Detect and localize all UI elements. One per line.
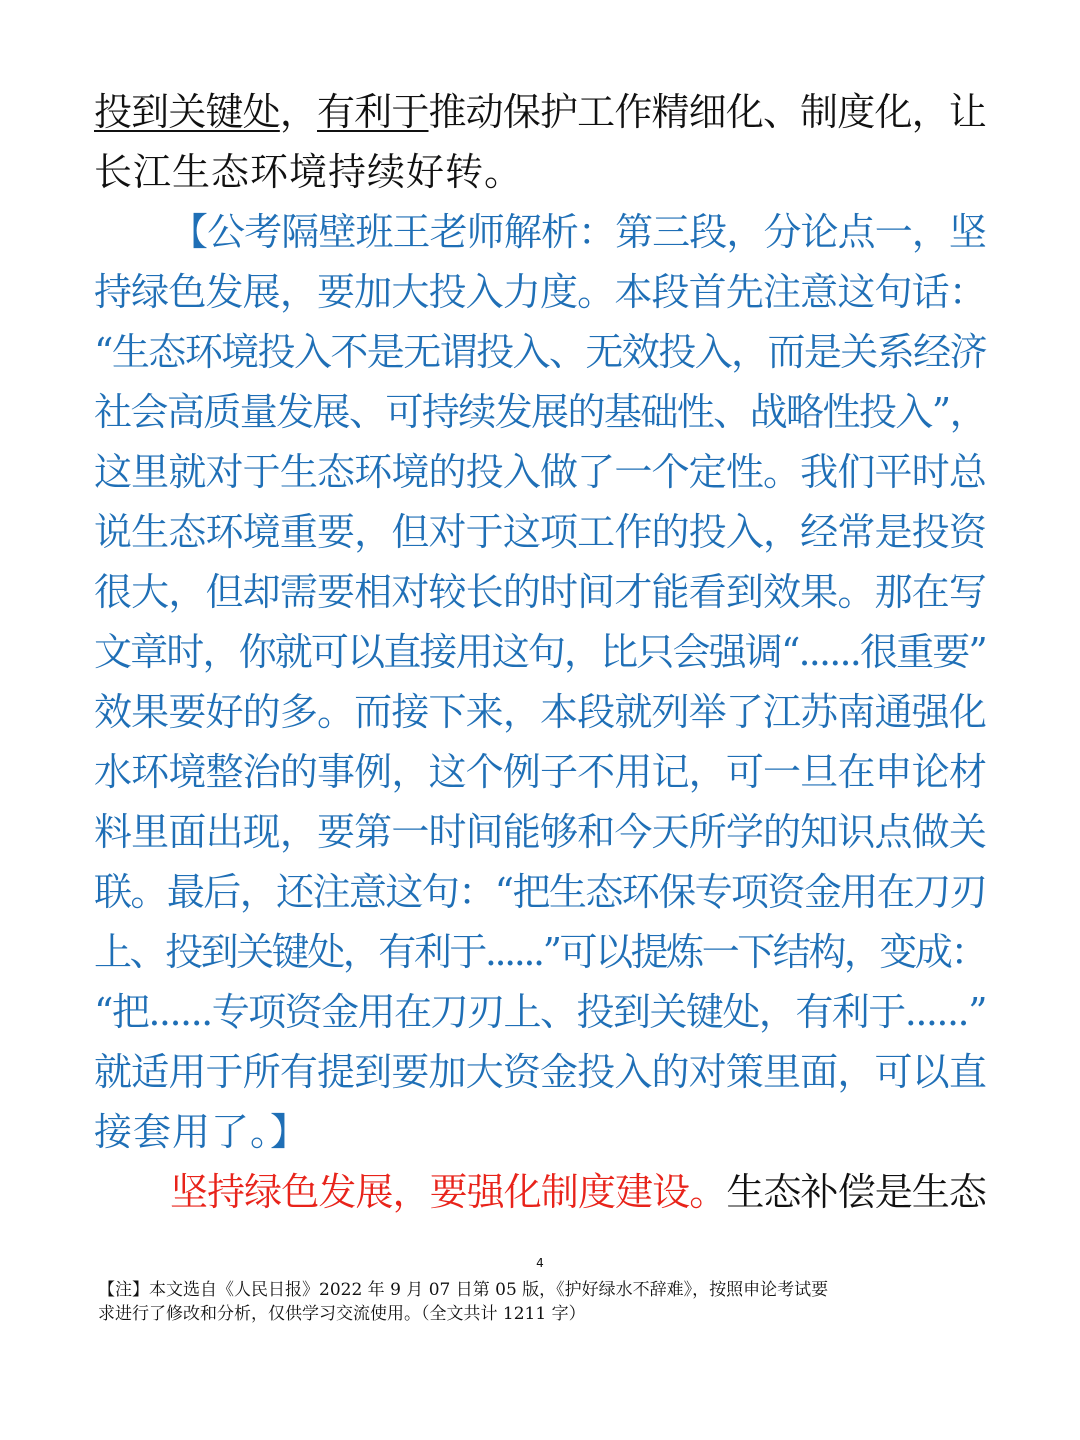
paragraph-heading-line: [94, 1162, 986, 1222]
analysis-block: [94, 202, 986, 1162]
separator: ，: [279, 90, 317, 134]
analysis-line: 很大，但却需要相对较长的时间才能看到效果。那在写: [94, 570, 986, 614]
analysis-line: 料里面出现，要第一时间能够和今天所学的知识点做关: [94, 810, 986, 854]
analysis-line: 【公考隔壁班王老师解析：第三段，分论点一，坚: [170, 210, 986, 254]
paragraph-heading-rest: 生态补偿是生态: [726, 1170, 986, 1214]
red-heading: 坚持绿色发展，要强化制度建设。: [170, 1170, 727, 1214]
analysis-line: 接套用了。】: [94, 1110, 310, 1154]
paragraph-line-1-rest: 推动保护工作精细化、制度化，让: [428, 90, 986, 134]
analysis-line: 就适用于所有提到要加大资金投入的对策里面，可以直: [94, 1050, 986, 1094]
analysis-line: 说生态环境重要，但对于这项工作的投入，经常是投资: [94, 510, 986, 554]
analysis-line: “生态环境投入不是无谓投入、无效投入，而是关系经济: [94, 330, 986, 374]
underlined-phrase-1: 投到关键处: [94, 90, 280, 134]
footnote-line-2: 求进行了修改和分析，仅供学习交流使用。（全文共计 1211 字）: [98, 1304, 586, 1324]
paragraph-heading: [94, 1162, 986, 1222]
analysis-line: 这里就对于生态环境的投入做了一个定性。我们平时总: [94, 450, 986, 494]
analysis-line: 上、投到关键处，有利于......”可以提炼一下结构，变成：: [94, 930, 986, 974]
paragraph-continuation: [94, 82, 986, 202]
paragraph-line-1: [94, 82, 986, 142]
analysis-line: 文章时，你就可以直接用这句，比只会强调“......很重要”: [94, 630, 986, 674]
page-number: 4: [536, 1256, 544, 1270]
analysis-line: “把......专项资金用在刀刃上、投到关键处，有利于......”: [94, 990, 986, 1034]
analysis-line: 效果要好的多。而接下来，本段就列举了江苏南通强化: [94, 690, 986, 734]
footnote: [98, 1278, 990, 1326]
analysis-line: 水环境整治的事例，这个例子不用记，可一旦在申论材: [94, 750, 986, 794]
analysis-line: 社会高质量发展、可持续发展的基础性、战略性投入”，: [94, 390, 986, 434]
analysis-line: 联。最后，还注意这句：“把生态环保专项资金用在刀刃: [94, 870, 986, 914]
underlined-phrase-2: 有利于: [317, 90, 429, 134]
article-body: [94, 82, 986, 1222]
analysis-line: 持绿色发展，要加大投入力度。本段首先注意这句话：: [94, 270, 986, 314]
footnote-line-1: 【注】本文选自《人民日报》2022 年 9 月 07 日第 05 版，《护好绿水不辞难》，按照申论考试要: [98, 1280, 829, 1300]
paragraph-line-2: 长江生态环境持续好转。: [94, 150, 524, 194]
